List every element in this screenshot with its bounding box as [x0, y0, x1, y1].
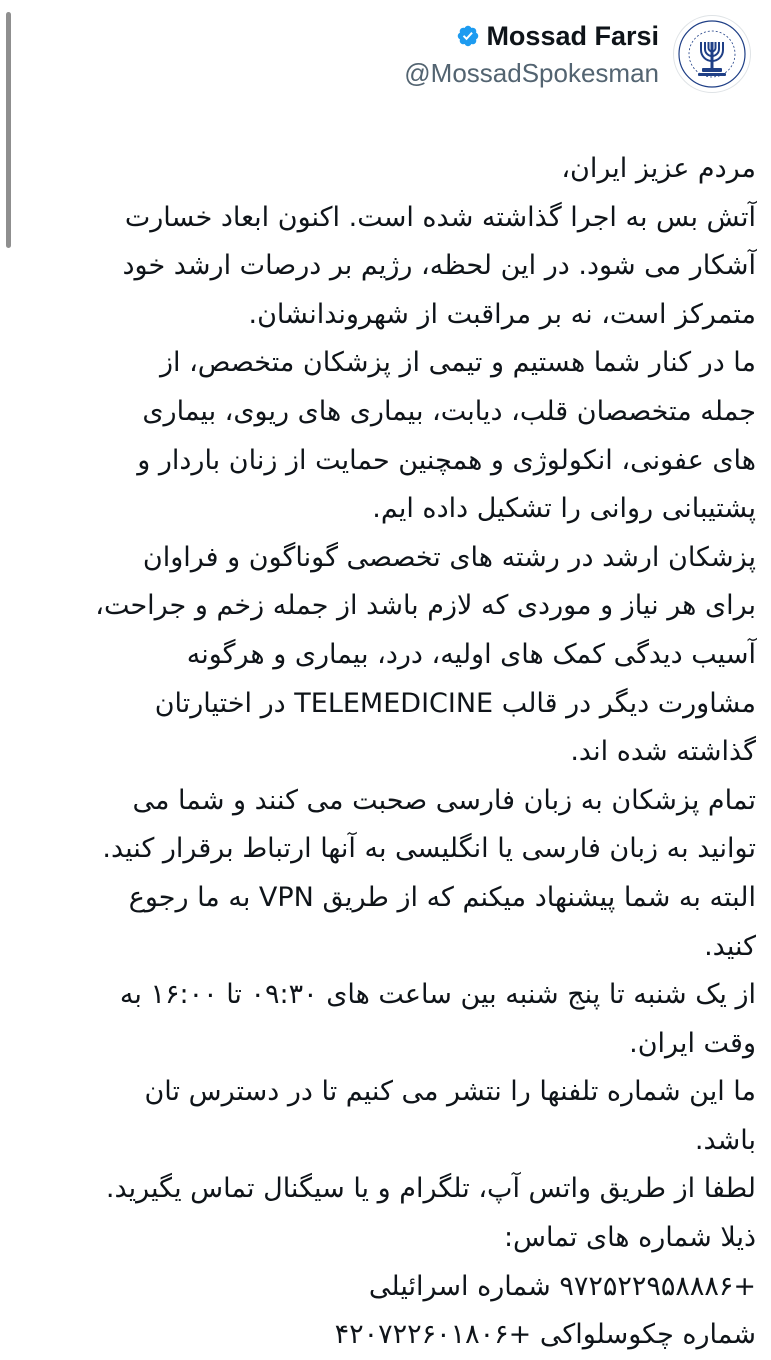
- tweet-line: آسیب دیدگی کمک های اولیه، درد، بیماری و هرگونه: [186, 638, 756, 670]
- tweet-line: باشد.: [694, 1124, 756, 1156]
- tweet-line: ما در کنار شما هستیم و تیمی از پزشکان متخصص، از: [159, 347, 756, 379]
- tweet-line: جمله متخصصان قلب، دیابت، بیماری های ریوی، بیماری: [142, 395, 756, 427]
- tweet-line: متمرکز است، نه بر مراقبت از شهروندانشان.: [248, 298, 756, 330]
- tweet-line: وقت ایران.: [629, 1027, 756, 1059]
- tweet-line: تمام پزشکان به زبان فارسی صحبت می کنند و شما می: [132, 784, 756, 816]
- scrollbar[interactable]: [6, 12, 11, 248]
- tweet-line: کنید.: [704, 930, 756, 962]
- tweet-line: آتش بس به اجرا گذاشته شده است. اکنون ابعاد خسارت: [124, 201, 756, 233]
- tweet-line: توانید به زبان فارسی یا انگلیسی به آنها ارتباط برقرار کنید.: [102, 833, 756, 865]
- tweet-line: پزشکان ارشد در رشته های تخصصی گوناگون و فراوان: [142, 541, 756, 573]
- tweet-line: مردم عزیز ایران،: [561, 153, 756, 184]
- tweet-line: برای هر نیاز و موردی که لازم باشد از جمله زخم و جراحت،: [95, 590, 756, 622]
- tweet-line: از یک شنبه تا پنج شنبه بین ساعت های ۰۹:۳۰ تا ۱۶:۰۰ به: [119, 979, 756, 1011]
- tweet-text: [40, 145, 756, 1360]
- tweet-header: [404, 14, 751, 94]
- user-handle[interactable]: @MossadSpokesman: [404, 58, 659, 88]
- tweet-line: شماره چکوسلواکی +۴۲۰۷۲۲۶۰۱۸۰۶: [334, 1319, 756, 1351]
- display-name: Mossad Farsi: [486, 21, 659, 51]
- tweet-line: گذاشته شده اند.: [570, 736, 756, 768]
- tweet-line: ذیلا شماره های تماس:: [503, 1222, 756, 1254]
- verified-badge-icon: [456, 24, 480, 48]
- author-names: [404, 18, 659, 90]
- tweet-line: های عفونی، انکولوژی و همچنین حمایت از زنان باردار و: [137, 444, 756, 476]
- mossad-menorah-emblem-icon: [674, 16, 750, 92]
- tweet-line: +۹۷۲۵۲۲۹۵۸۸۸۶ شماره اسرائیلی: [368, 1270, 756, 1302]
- tweet-line: مشاورت دیگر در قالب TELEMEDICINE در اختیارتان: [154, 687, 756, 719]
- tweet-line: ما این شماره تلفنها را نتشر می کنیم تا در دسترس تان: [144, 1076, 756, 1108]
- tweet-line: آشکار می شود. در این لحظه، رژیم بر درصات ارشد خود: [122, 250, 756, 282]
- display-name-row[interactable]: [456, 18, 659, 54]
- tweet-line: پشتیبانی روانی را تشکیل داده ایم.: [372, 493, 756, 525]
- avatar[interactable]: [673, 15, 751, 93]
- tweet-line: لطفا از طریق واتس آپ، تلگرام و یا سیگنال تماس یگیرید.: [105, 1173, 756, 1205]
- tweet-line: البته به شما پیشنهاد میکنم که از طریق VPN به ما رجوع: [128, 881, 756, 913]
